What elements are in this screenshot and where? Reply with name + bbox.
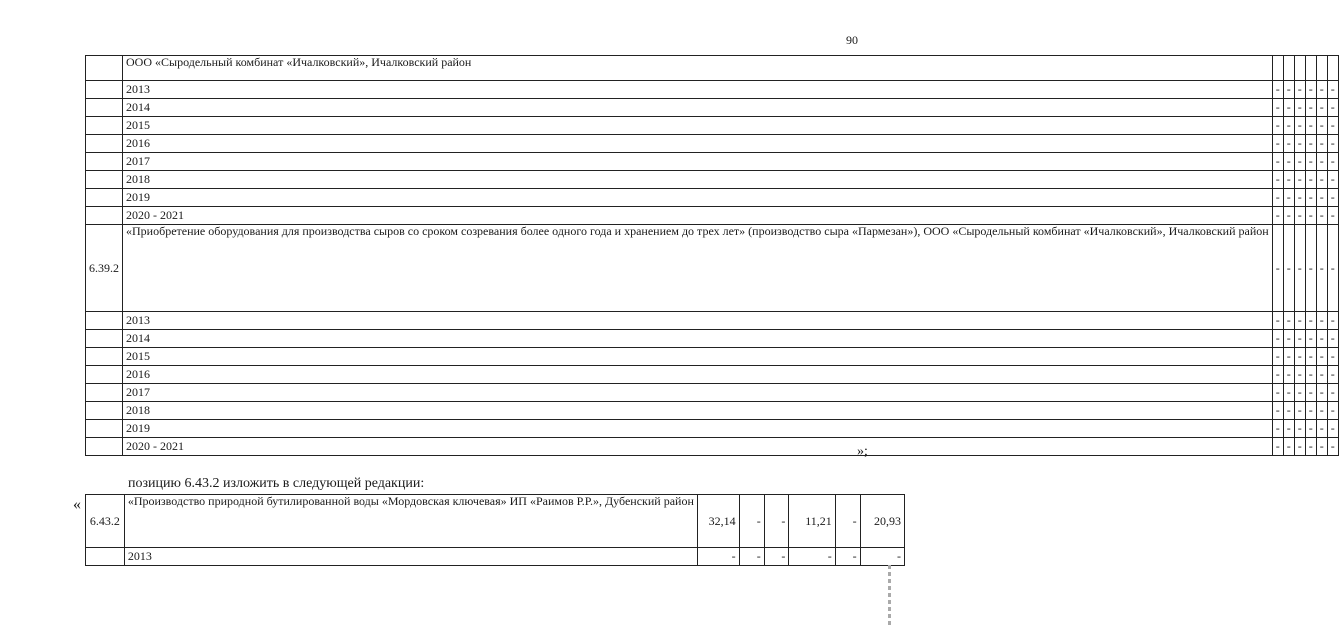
value-cell: - bbox=[1294, 312, 1305, 330]
position-code bbox=[86, 99, 123, 117]
value-cell: - bbox=[764, 548, 789, 566]
project-name: «Производство природной бутилированной воды «Мордовская ключевая» ИП «Раимов Р.Р.», Дубенский район bbox=[124, 495, 697, 548]
value-cell: - bbox=[1305, 402, 1316, 420]
value-cell: - bbox=[1305, 225, 1316, 312]
value-cell: - bbox=[697, 548, 739, 566]
position-code bbox=[86, 312, 123, 330]
year-label: 2017 bbox=[123, 384, 1273, 402]
position-code bbox=[86, 81, 123, 99]
value-cell: - bbox=[1316, 99, 1327, 117]
value-cell: - bbox=[1283, 117, 1294, 135]
table-row bbox=[86, 135, 1339, 153]
value-cell: - bbox=[1294, 99, 1305, 117]
table-row bbox=[86, 189, 1339, 207]
table-row bbox=[86, 312, 1339, 330]
value-cell: - bbox=[1283, 207, 1294, 225]
value-cell bbox=[1294, 56, 1305, 81]
position-code bbox=[86, 189, 123, 207]
value-cell: - bbox=[1283, 366, 1294, 384]
value-cell: - bbox=[1294, 81, 1305, 99]
value-cell: - bbox=[1283, 420, 1294, 438]
value-cell: - bbox=[1327, 189, 1338, 207]
value-cell: - bbox=[1272, 153, 1283, 171]
table-row bbox=[86, 225, 1339, 312]
value-cell: - bbox=[1272, 207, 1283, 225]
value-cell: - bbox=[1327, 438, 1338, 456]
year-label: 2019 bbox=[123, 189, 1273, 207]
value-cell: - bbox=[1316, 153, 1327, 171]
value-cell: 32,14 bbox=[697, 495, 739, 548]
value-cell: - bbox=[1272, 171, 1283, 189]
table-row bbox=[86, 56, 1339, 81]
value-cell: - bbox=[1316, 189, 1327, 207]
value-cell bbox=[1327, 56, 1338, 81]
year-label: 2018 bbox=[123, 402, 1273, 420]
value-cell: - bbox=[1294, 207, 1305, 225]
value-cell: - bbox=[1283, 348, 1294, 366]
value-cell: - bbox=[1327, 366, 1338, 384]
value-cell: - bbox=[1294, 225, 1305, 312]
value-cell: - bbox=[1316, 312, 1327, 330]
position-code bbox=[86, 56, 123, 81]
value-cell: - bbox=[1272, 312, 1283, 330]
value-cell: - bbox=[1283, 171, 1294, 189]
position-code bbox=[86, 366, 123, 384]
value-cell: - bbox=[1305, 135, 1316, 153]
value-cell: - bbox=[1316, 81, 1327, 99]
value-cell: - bbox=[1294, 330, 1305, 348]
year-label: 2015 bbox=[123, 117, 1273, 135]
value-cell: - bbox=[1327, 348, 1338, 366]
value-cell: - bbox=[1327, 171, 1338, 189]
value-cell: - bbox=[1283, 384, 1294, 402]
table-row bbox=[86, 207, 1339, 225]
year-label: 2013 bbox=[124, 548, 697, 566]
value-cell: - bbox=[1305, 99, 1316, 117]
value-cell: - bbox=[1294, 153, 1305, 171]
value-cell: - bbox=[835, 495, 860, 548]
table-row bbox=[86, 81, 1339, 99]
value-cell: - bbox=[1272, 225, 1283, 312]
value-cell: - bbox=[1294, 117, 1305, 135]
value-cell: - bbox=[1272, 189, 1283, 207]
value-cell: 20,93 bbox=[860, 495, 904, 548]
value-cell: - bbox=[1327, 420, 1338, 438]
table-row bbox=[86, 548, 905, 566]
closing-quote-mark: »; bbox=[857, 444, 868, 459]
page-number: 90 bbox=[846, 33, 858, 47]
value-cell: - bbox=[1283, 153, 1294, 171]
position-code bbox=[86, 153, 123, 171]
position-code bbox=[86, 548, 125, 566]
table-row bbox=[86, 171, 1339, 189]
value-cell bbox=[1272, 56, 1283, 81]
position-code bbox=[86, 330, 123, 348]
value-cell: - bbox=[1294, 420, 1305, 438]
margin-mark bbox=[888, 565, 891, 625]
value-cell: - bbox=[1283, 135, 1294, 153]
value-cell: - bbox=[1316, 402, 1327, 420]
value-cell: - bbox=[1327, 312, 1338, 330]
value-cell: - bbox=[860, 548, 904, 566]
value-cell: - bbox=[1272, 81, 1283, 99]
value-cell: - bbox=[1305, 348, 1316, 366]
value-cell: - bbox=[1272, 438, 1283, 456]
value-cell: - bbox=[835, 548, 860, 566]
value-cell bbox=[1283, 56, 1294, 81]
year-label: 2013 bbox=[123, 312, 1273, 330]
value-cell: - bbox=[1316, 384, 1327, 402]
table-row bbox=[86, 153, 1339, 171]
value-cell: - bbox=[1305, 207, 1316, 225]
value-cell: - bbox=[1327, 225, 1338, 312]
value-cell: - bbox=[1272, 135, 1283, 153]
value-cell: - bbox=[1305, 330, 1316, 348]
position-code bbox=[86, 402, 123, 420]
year-label: 2017 bbox=[123, 153, 1273, 171]
value-cell: - bbox=[1305, 366, 1316, 384]
year-label: 2016 bbox=[123, 366, 1273, 384]
value-cell: - bbox=[1305, 153, 1316, 171]
value-cell: - bbox=[1283, 99, 1294, 117]
value-cell: - bbox=[1272, 384, 1283, 402]
value-cell: - bbox=[1305, 312, 1316, 330]
project-name: «Приобретение оборудования для производства сыров со сроком созревания более одного года и хранением до трех лет» (производство сыра «Пармезан»), ООО «Сыродельный комбинат «Ичалковский», Ичалковский район bbox=[123, 225, 1273, 312]
year-label: 2019 bbox=[123, 420, 1273, 438]
value-cell: - bbox=[1316, 330, 1327, 348]
program-table-continued bbox=[85, 55, 1339, 456]
position-code bbox=[86, 207, 123, 225]
table-row bbox=[86, 348, 1339, 366]
value-cell bbox=[1305, 56, 1316, 81]
opening-quote-mark: « bbox=[73, 496, 81, 513]
year-label: 2014 bbox=[123, 330, 1273, 348]
value-cell: - bbox=[1272, 99, 1283, 117]
value-cell: - bbox=[1294, 135, 1305, 153]
value-cell: - bbox=[1283, 225, 1294, 312]
value-cell: - bbox=[1327, 81, 1338, 99]
position-code bbox=[86, 384, 123, 402]
position-code bbox=[86, 438, 123, 456]
value-cell: - bbox=[1272, 402, 1283, 420]
year-label: 2016 bbox=[123, 135, 1273, 153]
position-code bbox=[86, 117, 123, 135]
value-cell: - bbox=[739, 548, 764, 566]
position-code bbox=[86, 420, 123, 438]
value-cell: - bbox=[1316, 348, 1327, 366]
value-cell: - bbox=[1294, 366, 1305, 384]
value-cell: - bbox=[1316, 117, 1327, 135]
value-cell: - bbox=[1327, 330, 1338, 348]
amendment-instruction: позицию 6.43.2 изложить в следующей редакции: bbox=[128, 476, 425, 491]
value-cell: - bbox=[1316, 135, 1327, 153]
value-cell: - bbox=[1316, 207, 1327, 225]
value-cell: - bbox=[1272, 117, 1283, 135]
table-row bbox=[86, 420, 1339, 438]
value-cell: - bbox=[789, 548, 835, 566]
table-row bbox=[86, 384, 1339, 402]
year-label: 2013 bbox=[123, 81, 1273, 99]
value-cell: - bbox=[1316, 438, 1327, 456]
value-cell: - bbox=[1305, 117, 1316, 135]
value-cell: - bbox=[1327, 384, 1338, 402]
position-code: 6.39.2 bbox=[86, 225, 123, 312]
value-cell: - bbox=[1316, 366, 1327, 384]
table-row bbox=[86, 330, 1339, 348]
value-cell: - bbox=[1327, 207, 1338, 225]
value-cell: - bbox=[1316, 171, 1327, 189]
value-cell: - bbox=[1272, 366, 1283, 384]
year-label: 2014 bbox=[123, 99, 1273, 117]
value-cell: - bbox=[1294, 189, 1305, 207]
value-cell: - bbox=[1305, 171, 1316, 189]
program-table-new-position bbox=[85, 494, 905, 566]
year-label: 2015 bbox=[123, 348, 1273, 366]
year-label: 2018 bbox=[123, 171, 1273, 189]
value-cell: - bbox=[1327, 402, 1338, 420]
table-row bbox=[86, 99, 1339, 117]
value-cell: - bbox=[1294, 384, 1305, 402]
value-cell: - bbox=[1327, 153, 1338, 171]
value-cell: - bbox=[1327, 99, 1338, 117]
table-row bbox=[86, 495, 905, 548]
value-cell: - bbox=[1272, 330, 1283, 348]
project-name: ООО «Сыродельный комбинат «Ичалковский», Ичалковский район bbox=[123, 56, 1273, 81]
year-label: 2020 - 2021 bbox=[123, 438, 1273, 456]
value-cell bbox=[1316, 56, 1327, 81]
value-cell: - bbox=[1283, 402, 1294, 420]
value-cell: - bbox=[1272, 420, 1283, 438]
table-row bbox=[86, 117, 1339, 135]
value-cell: - bbox=[1305, 81, 1316, 99]
value-cell: - bbox=[1294, 171, 1305, 189]
value-cell: - bbox=[1283, 81, 1294, 99]
position-code bbox=[86, 348, 123, 366]
value-cell: - bbox=[1316, 225, 1327, 312]
value-cell: - bbox=[764, 495, 789, 548]
value-cell: - bbox=[739, 495, 764, 548]
value-cell: - bbox=[1283, 189, 1294, 207]
table-row bbox=[86, 366, 1339, 384]
value-cell: - bbox=[1294, 402, 1305, 420]
value-cell: - bbox=[1327, 135, 1338, 153]
value-cell: - bbox=[1327, 117, 1338, 135]
position-code: 6.43.2 bbox=[86, 495, 125, 548]
position-code bbox=[86, 171, 123, 189]
value-cell: 11,21 bbox=[789, 495, 835, 548]
value-cell: - bbox=[1283, 330, 1294, 348]
position-code bbox=[86, 135, 123, 153]
value-cell: - bbox=[1283, 438, 1294, 456]
value-cell: - bbox=[1272, 348, 1283, 366]
value-cell: - bbox=[1294, 348, 1305, 366]
value-cell: - bbox=[1305, 384, 1316, 402]
value-cell: - bbox=[1294, 438, 1305, 456]
value-cell: - bbox=[1305, 438, 1316, 456]
table-row bbox=[86, 438, 1339, 456]
table-row bbox=[86, 402, 1339, 420]
value-cell: - bbox=[1316, 420, 1327, 438]
value-cell: - bbox=[1305, 420, 1316, 438]
value-cell: - bbox=[1283, 312, 1294, 330]
value-cell: - bbox=[1305, 189, 1316, 207]
year-label: 2020 - 2021 bbox=[123, 207, 1273, 225]
